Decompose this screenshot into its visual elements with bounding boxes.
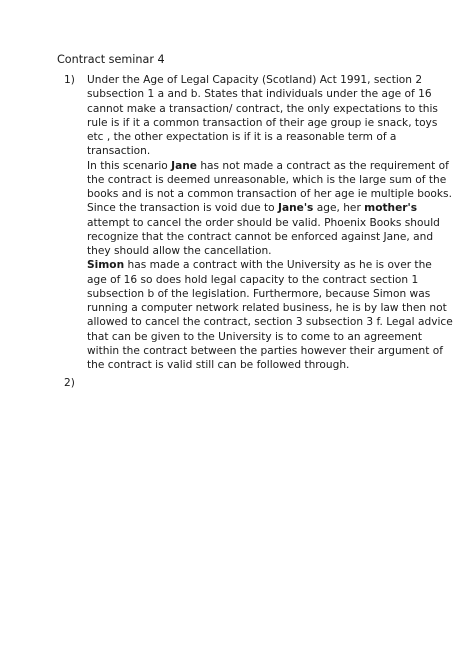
text-line: rule is if it a common transaction of their age group ie snack, toys xyxy=(87,116,438,129)
text-line: subsection b of the legislation. Furthermore, because Simon was xyxy=(87,287,431,300)
paragraph-age-legal-capacity xyxy=(87,73,438,159)
list-item-number: 2) xyxy=(64,377,75,390)
text-line: running a computer network related business, he is by law then not xyxy=(87,302,447,314)
text-line: etc , the other expectation is if it is a reasonable term of a xyxy=(87,131,397,143)
text-line: Since the transaction is void due to Jane's age, her mother's xyxy=(87,202,418,215)
text-line: within the contract between the parties however their argument of xyxy=(87,344,443,357)
bold-name: Jane's xyxy=(278,202,314,215)
text-line: books and is not a common transaction of her age ie multiple books. xyxy=(87,188,452,200)
text-line: attempt to cancel the order should be valid. Phoenix Books should xyxy=(87,216,440,229)
bold-name: Jane xyxy=(171,159,197,172)
text-line: Simon has made a contract with the University as he is over the xyxy=(87,259,432,272)
text-line: cannot make a transaction/ contract, the only expectations to this xyxy=(87,102,438,115)
list-item-content xyxy=(87,73,453,372)
text-line: allowed to cancel the contract, section 3 subsection 3 f. Legal advice xyxy=(87,316,453,329)
text-line: recognize that the contract cannot be enforced against Jane, and xyxy=(87,230,434,243)
numbered-list xyxy=(57,73,453,391)
list-item-2 xyxy=(57,376,419,390)
paragraph-jane-scenario xyxy=(87,159,452,259)
list-item-number: 1) xyxy=(64,74,75,86)
text-line: that can be given to the University is to come to an agreement xyxy=(87,330,422,343)
text-line: age of 16 so does hold legal capacity to the contract section 1 xyxy=(87,273,419,286)
bold-name: Simon xyxy=(87,259,125,272)
paragraph-simon-scenario xyxy=(87,258,453,372)
document-title: Contract seminar 4 xyxy=(57,53,165,66)
text-line: they should allow the cancellation. xyxy=(87,245,272,257)
list-item-1 xyxy=(57,73,453,372)
text-line: In this scenario Jane has not made a contract as the requirement of xyxy=(87,159,449,172)
text-line: transaction. xyxy=(87,145,151,158)
text-line: subsection 1 a and b. States that individuals under the age of 16 xyxy=(87,88,432,101)
text-line: the contract is valid still can be followed through. xyxy=(87,359,350,371)
text-line: the contract is deemed unreasonable, which is the large sum of the xyxy=(87,173,447,186)
list-item-content xyxy=(87,376,419,390)
bold-name: mother's xyxy=(364,202,418,215)
text-line: Under the Age of Legal Capacity (Scotland) Act 1991, section 2 xyxy=(87,74,423,86)
